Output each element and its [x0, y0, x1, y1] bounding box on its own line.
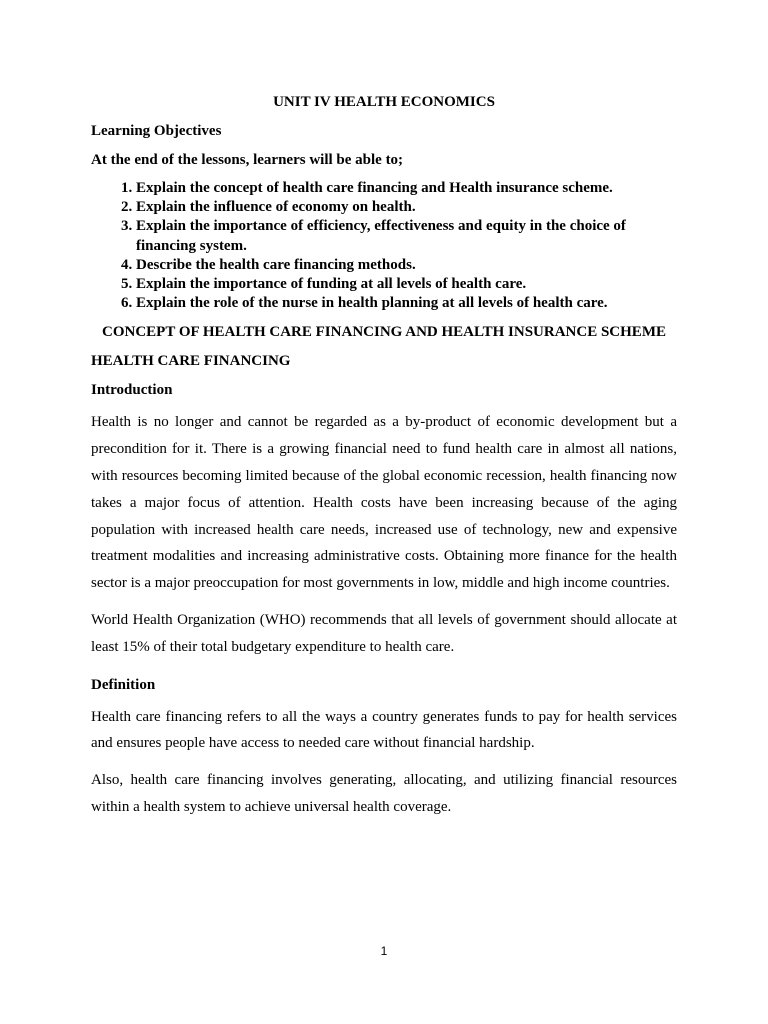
objectives-intro: At the end of the lessons, learners will be able to; — [91, 152, 404, 168]
definition-heading: Definition — [91, 676, 156, 693]
objective-item: 2. Explain the influence of economy on health. — [136, 198, 677, 217]
page-content — [91, 92, 677, 831]
definition-paragraph-2: Also, health care financing involves generating, allocating, and utilizing financial resources within a health system to achieve universal health coverage. — [91, 772, 677, 815]
objective-item: 3. Explain the importance of efficiency, effectiveness and equity in the choice of financing system. — [136, 217, 677, 255]
subsection-heading: HEALTH CARE FINANCING — [91, 353, 291, 370]
introduction-heading: Introduction — [91, 382, 173, 399]
section-heading: CONCEPT OF HEALTH CARE FINANCING AND HEALTH INSURANCE SCHEME — [102, 324, 666, 341]
objective-item: 6. Explain the role of the nurse in health planning at all levels of health care. — [136, 294, 677, 313]
objective-item: 1. Explain the concept of health care financing and Health insurance scheme. — [136, 179, 677, 198]
unit-title: UNIT IV HEALTH ECONOMICS — [273, 94, 495, 110]
objective-item: 5. Explain the importance of funding at all levels of health care. — [136, 275, 677, 294]
learning-objectives-heading: Learning Objectives — [91, 123, 222, 139]
who-paragraph: World Health Organization (WHO) recommends that all levels of government should allocate at least 15% of their total budgetary expenditure to health care. — [91, 612, 677, 655]
introduction-paragraph: Health is no longer and cannot be regarded as a by-product of economic development but a precondition for it. There is a growing financial need to fund health care in almost all nations, with resources becoming limited because of the global economic recession, health financing now takes a major focus of attention. Health costs have been increasing because of the aging population with increased health care needs, increased use of technology, new and expensive treatment modalities and increasing administrative costs. Obtaining more finance for the health sector is a major preoccupation for most governments in low, middle and high income countries. — [91, 414, 677, 592]
definition-paragraph-1: Health care financing refers to all the ways a country generates funds to pay for health services and ensures people have access to needed care without financial hardship. — [91, 708, 677, 752]
objectives-list — [91, 179, 677, 313]
objective-item: 4. Describe the health care financing methods. — [136, 256, 677, 275]
page-number: 1 — [380, 944, 388, 958]
